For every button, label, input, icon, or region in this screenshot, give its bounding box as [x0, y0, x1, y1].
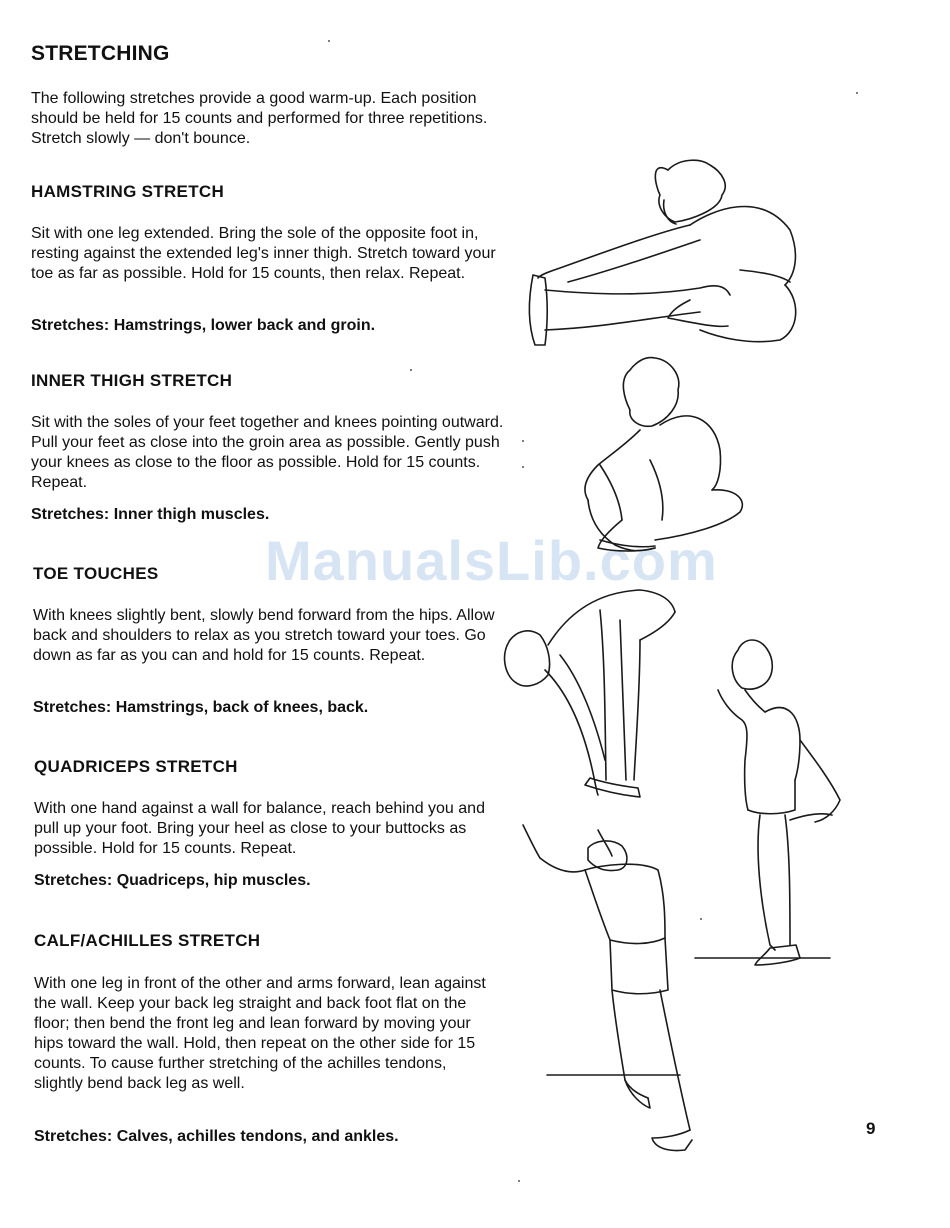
scan-speck	[410, 369, 412, 371]
calf-achilles-heading: CALF/ACHILLES STRETCH	[34, 931, 261, 950]
quadriceps-stretches: Stretches: Quadriceps, hip muscles.	[34, 872, 311, 889]
watermark: ManualsLib.com	[265, 529, 718, 592]
scan-speck	[328, 40, 330, 42]
quadriceps-body: With one hand against a wall for balance, reach behind you and pull up your foot. Bring your heel as close to your buttocks as possible. Hold for 15 counts. Repeat.	[34, 800, 485, 857]
quadriceps-heading: QUADRICEPS STRETCH	[34, 757, 238, 776]
scan-speck	[518, 1180, 520, 1182]
page-number: 9	[866, 1119, 876, 1138]
inner-thigh-stretch-illustration	[585, 358, 742, 551]
scan-speck	[700, 918, 702, 920]
toe-touches-heading: TOE TOUCHES	[33, 564, 159, 583]
hamstring-heading: HAMSTRING STRETCH	[31, 182, 225, 201]
hamstring-body: Sit with one leg extended. Bring the sole of the opposite foot in, resting against the extended leg's inner thigh. Stretch toward your toe as far as possible. Hold for 15 counts, then relax. Repeat.	[31, 225, 496, 282]
quadriceps-stretch-illustration	[695, 640, 840, 965]
page-title: STRETCHING	[31, 42, 170, 65]
scan-speck	[856, 92, 858, 94]
inner-thigh-heading: INNER THIGH STRETCH	[31, 371, 233, 390]
toe-touches-stretches: Stretches: Hamstrings, back of knees, back.	[33, 699, 369, 716]
hamstring-stretch-illustration	[529, 160, 795, 345]
inner-thigh-body: Sit with the soles of your feet together and knees pointing outward. Pull your feet as close into the groin area as possible. Gently push your knees as close to the floor as possible. Hold for 15 counts. Repeat.	[31, 414, 504, 491]
calf-achilles-stretches: Stretches: Calves, achilles tendons, and ankles.	[34, 1128, 399, 1145]
inner-thigh-stretches: Stretches: Inner thigh muscles.	[31, 506, 270, 523]
scan-speck	[522, 440, 524, 442]
hamstring-stretches: Stretches: Hamstrings, lower back and groin.	[31, 317, 376, 334]
scan-speck	[522, 466, 524, 468]
toe-touch-illustration	[505, 590, 675, 797]
calf-achilles-stretch-illustration	[523, 825, 692, 1151]
intro-paragraph: The following stretches provide a good warm-up. Each position should be held for 15 counts and performed for three repetitions. Stretch slowly — don't bounce.	[31, 90, 488, 147]
toe-touches-body: With knees slightly bent, slowly bend forward from the hips. Allow back and shoulders to relax as you stretch toward your toes. Go down as far as you can and hold for 15 counts. Repeat.	[33, 607, 495, 664]
calf-achilles-body: With one leg in front of the other and arms forward, lean against the wall. Keep your back leg straight and back foot flat on the floor; then bend the front leg and lean forward by moving your hips toward the wall. Hold, then repeat on the other side for 15 counts. To cause further stretching of the achilles tendons, slightly bend back leg as well.	[34, 975, 486, 1092]
